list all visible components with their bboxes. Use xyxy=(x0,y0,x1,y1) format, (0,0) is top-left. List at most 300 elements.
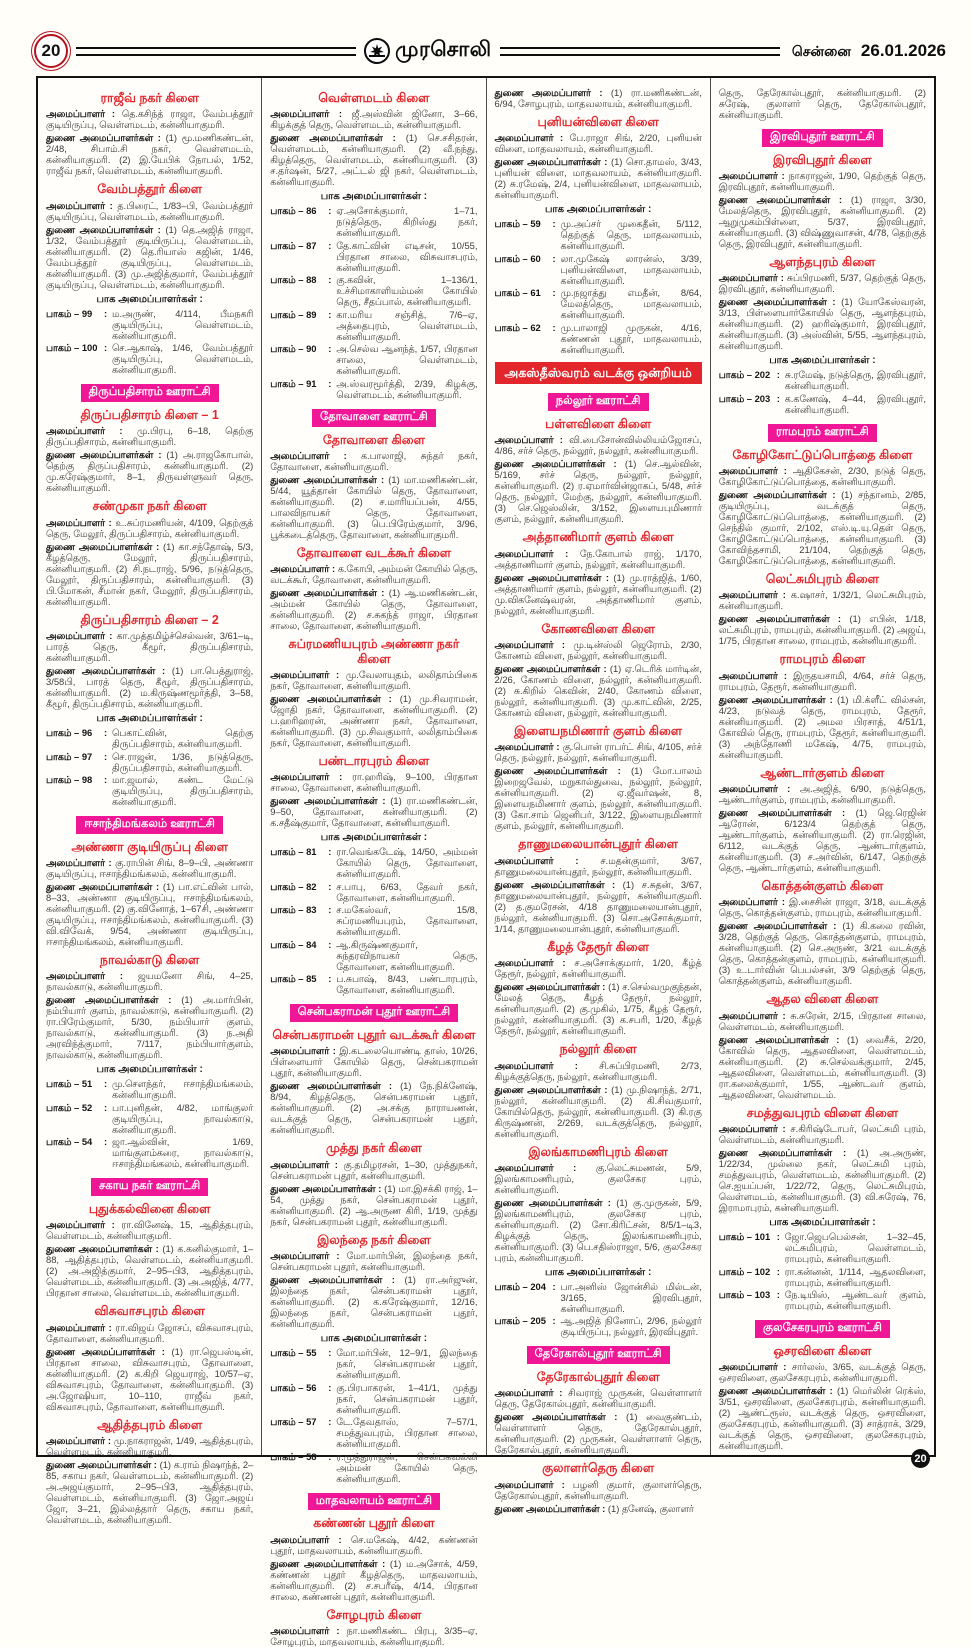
column-1 xyxy=(38,78,262,1526)
body-paragraph xyxy=(719,589,926,611)
paragraph-text: (1) ஜெ.ரெஜின் ஆரோன், 6/123/4 தெற்குத் தெரு, ஆண்டார்குளம், கன்னியாகுமரி. (2) ரா.ரெஜின், 6/112, வடக்குத் தெரு, ஆண்டார்குளம், கன்னியாகுமரி. (3) ச.அர்வின், 6/147, தெற்குத் தெரு, ஆண்டார்குளம், கன்னியாகுமரி. xyxy=(718,807,927,874)
paragraph-text: அ.அஜித், 6/90, நடுத்தெரு, ஆண்டார்குளம், ராமபுரம், கன்னியாகுமரி. xyxy=(718,783,926,806)
paragraph-text: (1) மா.இசக்கி ராஜ், 1–54, முத்து நகர், சென்பகராமன் புதூர், கன்னியாகுமரி. (2) ஆ.அருண கிரி, 1/19, முத்து நகர், சென்பகராமன் புதூர், கன்னியாகுமரி. xyxy=(270,1182,478,1227)
part-row xyxy=(270,973,477,995)
part-row xyxy=(719,1266,926,1288)
paragraph-label: துணை அமைப்பாளர்கள் : xyxy=(270,473,389,485)
part-row xyxy=(270,1347,477,1380)
part-row xyxy=(46,774,253,807)
paragraph-label: துணை அமைப்பாளர்கள் : xyxy=(270,1274,405,1286)
paragraph-label: துணை அமைப்பாளர்கள் : xyxy=(718,194,851,206)
uratchi-heading xyxy=(46,1176,253,1196)
branch-heading: வெள்ளமடம் கிளை xyxy=(318,91,430,105)
paragraph-label: அமைப்பாளர் : xyxy=(494,639,574,651)
part-row xyxy=(719,369,926,391)
part-row xyxy=(719,1289,926,1311)
paragraph-text: (1) மெர்லின் ரெக்ஸ், 3/51, ஒசரவிளை, குலசேகரபுரம், கன்னியாகுமரி. (2) ஆண்ட்ரூஸ், வடக்குத் தெரு, ஒசரவிளை, குலசேகரபுரம், கன்னியாகுமரி. (3) சாத்ராக், 3/29, வடக்குத் தெரு, ஒசரவிளை, குலசேகரபுரம், கன்னியாகுமரி. xyxy=(718,1385,927,1452)
uratchi-heading-label: மாதவலாயம் ஊராட்சி xyxy=(308,1493,440,1511)
body-paragraph xyxy=(495,548,702,570)
paragraph-text: (1) கி.கலை ரவின், 3/28, தெற்குத் தெரு, கொத்தன்குளம், ராமபுரம், கன்னியாகுமரி. (2) செ.அருண், 3/21 வடக்குத் தெரு, கொத்தன்குளம், ராமபுரம், கன்னியாகுமரி. (3) உ.டார்வின் பெபல்சன், 3/9 தெற்குத் தெரு, கொத்தன்குளம், கன்னியாகுமரி. xyxy=(718,920,926,987)
branch-heading: ராமபுரம் கிளை xyxy=(779,652,866,667)
body-paragraph xyxy=(270,693,477,748)
part-text: செ.ராஜன், 1/36, நடுத்தெரு, திருப்பதிசாரம், கன்னியாகுமரி. xyxy=(112,750,254,773)
masthead-title: முரசொலி xyxy=(395,38,492,61)
paragraph-label: துணை அமைப்பாளர்கள் : xyxy=(718,1385,837,1397)
part-row xyxy=(270,343,477,376)
body-paragraph xyxy=(495,1503,702,1514)
body-paragraph xyxy=(46,630,253,663)
body-paragraph xyxy=(46,449,253,493)
paragraph-text: மு.நாகராஜன், 1/49, ஆதித்தபுரம், வெள்ளமடம், கன்னியாகுமரி. xyxy=(46,1435,254,1458)
part-separator: : xyxy=(104,1078,108,1090)
body-paragraph xyxy=(719,1385,926,1451)
paragraph-text: த.பிரைட், 1/83–பி, வேம்பத்தூர் குடியிருப்பு, வெள்ளமடம், கன்னியாகுமரி. xyxy=(46,199,254,222)
part-organizers-subheading: பாக அமைப்பாளர்கள் : xyxy=(769,355,876,367)
part-text: ச.மகேஸ்வர், 15/8, சுப்ரமணியபுரம், தோவாளை, கன்னியாகுமரி. xyxy=(336,904,478,938)
body-paragraph xyxy=(46,517,253,539)
part-row xyxy=(270,378,477,400)
part-separator: : xyxy=(104,750,108,762)
part-separator: : xyxy=(328,308,332,320)
part-number: பாகம் – 81 xyxy=(270,846,317,858)
paragraph-label: துணை அமைப்பாளர்கள் : xyxy=(270,693,400,705)
paragraph-label: அமைப்பாளர் : xyxy=(718,1009,791,1021)
part-separator: : xyxy=(552,1280,556,1292)
paragraph-label: அமைப்பாளர் : xyxy=(46,425,137,437)
part-organizers-subheading: பாக அமைப்பாளர்கள் : xyxy=(544,1266,652,1278)
part-separator: : xyxy=(328,343,332,355)
part-row xyxy=(46,727,253,749)
part-row xyxy=(270,1382,477,1415)
part-organizers-subheading: பாக அமைப்பாளர்கள் : xyxy=(320,1333,428,1345)
part-row xyxy=(270,1416,477,1449)
part-row xyxy=(270,846,477,879)
paragraph-text: ச.அசோக்குமார், 1/20, கீழ்த் தேரூர், நல்லூர், கன்னியாகுமரி. xyxy=(494,957,702,980)
paragraph-text: ஜீ.அஸ்வின் ஜினோ, 3–66, கிழக்குத் தெரு, வெள்ளமடம், கன்னியாகுமரி. xyxy=(270,108,478,131)
part-organizers-subheading: பாக அமைப்பாளர்கள் : xyxy=(544,204,652,216)
part-separator: : xyxy=(328,239,332,251)
part-row xyxy=(495,253,702,286)
branch-heading: சென்பகராமன் புதூர் வடக்கூர் கிளை xyxy=(272,1028,476,1043)
body-paragraph xyxy=(46,1219,253,1241)
part-row xyxy=(495,322,702,355)
paragraph-text: (1) பா.எட்வின் பால், 8–33, அண்ணா குடியிருப்பு, ஈசாந்திமங்கலம், கன்னியாகுமரி. (2) கு.வினோத், 1–67சி, அண்ணா குடியிருப்பு, ஈசாந்திமங்கலம், கன்னியாகுமரி. (3) வி.விவேக், 9/54, அண்ணா குடியிருப்பு, ஈசாந்திமங்கலம், கன்னியாகுமரி. xyxy=(46,881,254,948)
paragraph-label: அமைப்பாளர் : xyxy=(46,1435,114,1447)
body-paragraph xyxy=(270,1080,477,1135)
paragraph-label: அமைப்பாளர் : xyxy=(46,1321,116,1333)
paragraph-text: ரா.வினேஷ், 15, ஆதித்தபுரம், வெள்ளமடம், கன்னியாகுமரி. xyxy=(46,1219,254,1242)
branch-heading: விசுவாசபுரம் கிளை xyxy=(94,1304,205,1319)
paragraph-label: அமைப்பாளர் : xyxy=(718,464,793,476)
paragraph-text: (1) கு.முருகன், 5/9, இலங்காமணிபுரம், குலசேகர புரம், கன்னியாகுமரி. (2) சோ.கிரிட்சன், 8/5/1–டி3, கிழக்குத் தெரு, இலங்காமணிபுரம், கன்னியாகுமரி. (3) பெ.சதிஸ்ராஜா, 5/6, குலசேகர புரம், கன்னியாகுமரி. xyxy=(494,1196,702,1263)
branch-heading: கண்ணன் புதூர் கிளை xyxy=(313,1516,435,1531)
part-number: பாகம் – 55 xyxy=(270,1347,317,1359)
part-text: ரா.வெங்கடேஷ், 14/50, அம்மன் கோயில் தெரு, தோவாளை, கன்னியாகுமரி. xyxy=(336,846,478,880)
part-number: பாகம் – 101 xyxy=(718,1231,771,1243)
murasoli-logo-icon xyxy=(364,38,390,64)
part-text: பா.புனிதன், 4/82, மாங்குலர் குடியிருப்பு, நாவல்காடு, கன்னியாகுமரி. xyxy=(112,1101,254,1135)
union-banner: அகஸ்தீஸ்வரம் வடக்கு ஒன்றியம் xyxy=(495,362,702,384)
paragraph-label: அமைப்பாளர் : xyxy=(270,1045,340,1057)
body-paragraph xyxy=(46,665,253,709)
part-separator: : xyxy=(328,1381,332,1393)
uratchi-heading-label: நல்லூர் ஊராட்சி xyxy=(548,393,649,411)
branch-heading: புதுக்கல்வினை கிளை xyxy=(88,1202,211,1217)
paragraph-text: நாகராஜன், 1/90, தெற்குத் தெரு, இரவிபுதூர், கன்னியாகுமரி. xyxy=(718,170,926,193)
part-text: ஜோ.ஜெபபெல்சன், 1–32–45, லட்சுமிபுரம், வெள்ளமடம், ராமபுரம், கன்னியாகுமரி. xyxy=(784,1231,926,1265)
part-number: பாகம் – 60 xyxy=(494,252,541,264)
uratchi-heading-label: குலசேகரபுரம் ஊராட்சி xyxy=(755,1320,890,1338)
body-paragraph xyxy=(719,1361,926,1383)
paragraph-label: துணை அமைப்பாளர்கள் : xyxy=(270,1182,385,1194)
part-number: பாகம் – 59 xyxy=(494,218,541,230)
part-row xyxy=(46,1078,253,1100)
branch-heading: ஆதல விளை கிளை xyxy=(766,992,879,1007)
body-paragraph xyxy=(46,425,253,447)
paragraph-label: அமைப்பாளர் : xyxy=(46,108,122,120)
part-number: பாகம் – 88 xyxy=(270,274,317,286)
part-number: பாகம் – 202 xyxy=(718,369,771,381)
branch-heading: ஒசரவிளை கிளை xyxy=(773,1343,872,1358)
part-number: பாகம் – 87 xyxy=(270,239,317,251)
branch-heading: முத்து நகர் கிளை xyxy=(326,1141,422,1156)
paragraph-text: சுப்பிரமணி, 5/37, தெற்குத் தெரு, இரவிபுதூர், கன்னியாகுமரி. xyxy=(718,272,927,295)
paragraph-text: (1) தெ.அஜித் ராஜா, 1/32, வேம்பத்தூர் குடியிருப்பு, வெள்ளமடம், கன்னியாகுமரி. (2) தெ.ரியாஸ் கஜின், 1/46, வேம்பத்தூர் குடியிருப்பு, வெள்ளமடம், கன்னியாகுமரி. (3) மு.அஜித்குமார், வேம்பத்தூர் குடியிருப்பு, வெள்ளமடம், கன்னியாகுமரி. xyxy=(46,223,254,290)
paragraph-text: ஆதிகேசன், 2/30, நடுத் தெரு, கோழிகோட்டுப்பொத்தை, கன்னியாகுமரி. xyxy=(718,464,926,487)
part-number: பாகம் – 203 xyxy=(718,392,771,404)
part-separator: : xyxy=(328,846,332,858)
body-paragraph xyxy=(270,1159,477,1181)
part-number: பாகம் – 52 xyxy=(46,1101,93,1113)
paragraph-label: அமைப்பாளர் : xyxy=(718,170,789,182)
branch-heading: தோவாளை வடக்கூர் கிளை xyxy=(296,545,452,560)
branch-heading: புனியன்விளை கிளை xyxy=(537,115,659,129)
body-paragraph xyxy=(719,896,926,918)
paragraph-label: அமைப்பாளர் : xyxy=(718,783,800,795)
paragraph-text: வி.பைசோன்வில்லியம்ஜோசப், 4/86, சர்ச் தெரு, நல்லூர், நல்லூர், கன்னியாகுமரி. xyxy=(494,434,702,457)
body-paragraph xyxy=(719,170,926,192)
body-paragraph xyxy=(270,474,477,540)
body-paragraph xyxy=(495,572,702,616)
paragraph-text: மு.டின்ஸ்லி ஜெரோம், 2/30, கோணம் விளை, நல்லூர், கன்னியாகுமரி. xyxy=(494,639,702,662)
paragraph-text: (1) பா.பெத்துராஜ், 3/58பி, பாரத் தெரு, கீழூர், திருப்பதிசாரம், கன்னியாகுமரி. (2) ம.கிருஷ்ணமூர்த்தி, 3–58, கீழூர், திருப்பதிசாரம், கன்னியாகுமரி. xyxy=(46,665,254,710)
part-text: அ.ஸ்வரமூர்த்தி, 2/39, கிழக்கு, வெள்ளமடம், கன்னியாகுமரி. xyxy=(336,377,478,400)
paragraph-text: கா.முத்தமிழ்ச்செல்வன், 3/61–டி, பாரத் தெரு, கீழூர், திருப்பதிசாரம், கன்னியாகுமரி. xyxy=(46,630,254,664)
body-paragraph xyxy=(270,669,477,691)
uratchi-heading xyxy=(719,1318,926,1338)
part-separator: : xyxy=(552,1315,556,1327)
uratchi-heading xyxy=(46,814,253,834)
edition-date xyxy=(792,41,946,62)
body-paragraph xyxy=(270,450,477,472)
paragraph-label: துணை அமைப்பாளர்கள் : xyxy=(718,488,842,500)
branch-heading: லெட்சுமிபுரம் கிளை xyxy=(765,571,879,586)
paragraph-text: ரா.விஜய் ஜோசப், விசுவாசபுரம், தோவாளை, கன்னியாகுமரி. xyxy=(46,1321,254,1344)
paragraph-label: அமைப்பாளர் : xyxy=(270,108,352,120)
paragraph-text: (1) ரா.அர்ஜுன், இலந்தை நகர், சென்பகராமன் புதூர், கன்னியாகுமரி. (2) க.கரேஷ்குமார், 12/16, இலந்தை நகர், சென்பகராமன் புதூர், கன்னியாகுமரி. xyxy=(270,1274,478,1330)
paragraph-text: (1) மு.நிஷாந்த், 2/71, நல்லூர், கன்னியாகுமரி. (2) கி.சிவகுமார், கோயில்தெரு, நல்லூர், கன்னியாகுமரி. (3) கி.ரகு கிருஷ்ணன், 2/269, வடக்குத்தெரு, நல்லூர், கன்னியாகுமரி. xyxy=(494,1083,702,1139)
paragraph-label: துணை அமைப்பாளர்கள் : xyxy=(494,571,614,583)
paragraph-label: அமைப்பாளர் : xyxy=(494,547,580,559)
part-text: கா.மரிய சஞ்சித், 7/6–ஏ, அத்தைபுரம், வெள்ளமடம், கன்னியாகுமரி. xyxy=(336,308,478,342)
paragraph-text: க.கோபி, அம்மன் கோயில் தெரு, வடக்கூர், தோவாளை, கன்னியாகுமரி. xyxy=(270,563,478,586)
part-number: பாகம் – 57 xyxy=(270,1416,317,1428)
paragraph-label: துணை அமைப்பாளர்கள் : xyxy=(494,156,611,168)
part-number: பாகம் – 91 xyxy=(270,377,317,389)
part-separator: : xyxy=(328,274,332,286)
part-organizers-subheading: பாக அமைப்பாளர்கள் : xyxy=(769,1217,876,1229)
paragraph-label: துணை அமைப்பாளர்கள் : xyxy=(46,223,166,235)
part-text: அ.செல்வ ஆனந்த், 1/57, பிரதான சாலை, வெள்ளமடம், கன்னியாகுமரி. xyxy=(336,343,478,377)
part-organizers-subheading: பாக அமைப்பாளர்கள் : xyxy=(96,293,203,305)
paragraph-text: (1) க.கனில்குமார், 1–88, ஆதித்தபுரம், வெள்ளமடம், கன்னியாகுமரி. (2) அ.அஜித்குமார், 2–95–பி3, ஆதித்தபுரம், வெள்ளமடம், கன்னியாகுமரி. (3) அ.அஜித், 4/77, பிரதான சாலை, வெள்ளமடம், கன்னியாகுமரி. xyxy=(46,1243,254,1299)
body-paragraph xyxy=(46,994,253,1060)
paragraph-label: துணை அமைப்பாளர்கள் : xyxy=(718,296,842,308)
body-paragraph xyxy=(270,1625,477,1647)
part-separator: : xyxy=(104,342,108,354)
part-separator: : xyxy=(328,1450,332,1462)
branch-heading: கோணவிளை கிளை xyxy=(541,621,655,636)
paragraph-text: ரா.ஹரிஷ், 9–100, பிரதான சாலை, தோவாளை, கன்னியாகுமரி. xyxy=(270,771,478,794)
uratchi-heading xyxy=(719,127,926,147)
uratchi-heading-label: சென்பகராமன் புதூர் ஊராட்சி xyxy=(290,1004,458,1022)
body-paragraph xyxy=(495,132,702,154)
paragraph-text: (1) ச.சுதன், 3/67, தாணுமலையான்புதூர், நல்லூர், கன்னியாகுமரி. (2) த.குமரேசன், 4/18 தாணுமலையான்புதூர், நல்லூர், கன்னியாகுமரி. (3) சொ.அசோக்குமார், 1/14, தாணுமலையான்புதூர், கன்னியாகுமரி. xyxy=(494,878,702,934)
body-paragraph xyxy=(46,1435,253,1457)
paragraph-text: (1) மூ.மணிகண்டன், 2/48, சிபாம்.சி நகர், வெள்ளமடம், கன்னியாகுமரி. (2) இ.யேபிக் நோபல், 1/52, ராஜீவ் நகர், வெள்ளமடம், கன்னியாகுமரி. xyxy=(46,132,254,177)
branch-heading: சமத்துவபுரம் விளை கிளை xyxy=(746,1105,899,1120)
paragraph-text: (1) மி.க்ளீட் வில்சன், 4/23, நடுவத் தெரு, ராமபுரம், தேரூர், கன்னியாகுமரி. (2) அமல பிரசாத், 4/51/1, கோவில் தெரு, ராமபுரம், தேரூர், கன்னியாகுமரி. (3) அந்தோணி மகேஷ், 4/75, ராமபுரம், கன்னியாகுமரி. xyxy=(718,693,926,760)
body-paragraph xyxy=(46,1459,253,1525)
part-row xyxy=(495,1315,702,1337)
branch-heading: கீழத் தேரூர் கிளை xyxy=(547,939,649,954)
paragraph-label: அமைப்பாளர் : xyxy=(270,1250,347,1262)
paragraph-text: க.பாலாஜி, சுந்தர் நகர், தோவாளை, கன்னியாகுமரி. xyxy=(270,449,478,472)
body-paragraph xyxy=(270,1558,477,1602)
body-paragraph xyxy=(495,1479,702,1501)
paragraph-label: அமைப்பாளர் : xyxy=(494,434,570,446)
header-rule-right xyxy=(500,47,780,56)
column-3 xyxy=(487,78,711,1514)
part-row xyxy=(270,939,477,972)
paragraph-label: துணை அமைப்பாளர்கள் : xyxy=(494,1411,626,1423)
paragraph-text: இ.சைசின் ராஜா, 3/18, வடக்குத் தெரு, கொத்தன்குளம், ராமபுரம், கன்னியாகுமரி. xyxy=(718,896,926,919)
body-paragraph xyxy=(719,694,926,760)
body-paragraph xyxy=(495,434,702,456)
paragraph-text: தெரு, தேரேகால்புதூர், கன்னியாகுமரி. (2) சுரேஷ், குலாளர் தெரு, தேரேகால்புதூர், கன்னியாகுமரி. xyxy=(718,87,926,120)
paragraph-label: அமைப்பாளர் : xyxy=(270,1625,347,1637)
branch-heading: இரவிபுதூர் கிளை xyxy=(773,152,872,167)
body-paragraph xyxy=(46,132,253,176)
paragraph-text: சு.சுரேன், 2/15, பிரதான சாலை, வெள்ளமடம், கன்னியாகுமரி. xyxy=(718,1009,926,1032)
body-paragraph xyxy=(495,1411,702,1455)
part-text: சு.ரமேஷ், நடுத்தெரு, இரவிபுதூர், கன்னியாகுமரி. xyxy=(784,369,926,392)
body-paragraph xyxy=(270,1183,477,1227)
part-row xyxy=(46,751,253,773)
paragraph-label: துணை அமைப்பாளர்கள் : xyxy=(46,665,172,677)
part-text: ச.பாபு, 6/63, தேவர் நகர், தோவாளை, கன்னியாகுமரி. xyxy=(336,880,478,903)
branch-heading: வேம்பத்தூர் கிளை xyxy=(97,182,203,197)
paragraph-label: துணை அமைப்பாளர்கள் : xyxy=(494,458,625,470)
body-paragraph xyxy=(719,272,926,294)
paragraph-label: துணை அமைப்பாளர்கள் : xyxy=(494,878,623,890)
part-text: லா.முகேஷ் லாரன்ஸ், 3/39, புனியன்விளை, மாதவலாயம், கன்னியாகுமரி. xyxy=(560,252,702,286)
branch-heading: சுப்ரமணியபுரம் அண்ணா நகர் கிளை xyxy=(288,637,460,666)
body-paragraph xyxy=(495,639,702,661)
paragraph-label: துணை அமைப்பாளர்கள் : xyxy=(494,1196,617,1208)
continuation-paragraph xyxy=(719,87,926,120)
part-number: பாகம் – 99 xyxy=(46,307,93,319)
paragraph-label: அமைப்பாளர் : xyxy=(46,857,116,869)
paragraph-label: துணை அமைப்பாளர்கள் : xyxy=(718,807,856,819)
paragraph-label: துணை அமைப்பாளர்கள் : xyxy=(718,920,843,932)
body-paragraph xyxy=(270,132,477,187)
part-text: ப.சுபாஷ், 8/43, பண்டாரபுரம், தோவாளை, கன்னியாகுமரி. xyxy=(336,973,478,996)
paragraph-text: (1) க.ராம் நிஷாந்த், 2–85, சகாய நகர், வெள்ளமடம், கன்னியாகுமரி. (2) அ.அஜய்குமார், 2–95–பி3, ஆதித்தபுரம், வெள்ளமடம், கன்னியாகுமரி. (3) ஜோ.அஜய் ஜோ, 3–21, இல்லத்தார் தெரு, சகாய நகர், வெள்ளமடம், கன்னியாகுமரி. xyxy=(46,1459,254,1526)
part-text: ம.அருண், 4/114, பீமநகரி குடியிருப்பு, வெள்ளமடம், கன்னியாகுமரி. xyxy=(112,307,254,341)
part-text: தே.காட்வின் எடிசன், 10/55, பிரதான சாலை, விசுவாசபுரம், கன்னியாகுமரி. xyxy=(336,239,478,273)
part-number: பாகம் – 61 xyxy=(494,287,541,299)
body-paragraph xyxy=(270,563,477,585)
uratchi-heading-label: ராமபுரம் ஊராட்சி xyxy=(768,424,877,442)
body-paragraph xyxy=(46,857,253,879)
paragraph-label: துணை அமைப்பாளர்கள் : xyxy=(270,1080,401,1092)
paragraph-label: அமைப்பாளர் : xyxy=(270,1533,351,1545)
part-text: செ.ஆகாஷ், 1/46, வேம்பத்தூர் குடியிருப்பு, வெள்ளமடம், கன்னியாகுமரி. xyxy=(112,342,254,376)
paragraph-label: துணை அமைப்பாளர்கள் : xyxy=(46,1345,172,1357)
paragraph-label: துணை அமைப்பாளர்கள் : xyxy=(494,663,610,675)
paragraph-label: அமைப்பாளர் : xyxy=(46,970,138,982)
body-paragraph xyxy=(270,587,477,631)
paragraph-label: துணை அமைப்பாளர்கள் : xyxy=(46,994,182,1006)
paragraph-label: துணை அமைப்பாளர்கள் : xyxy=(46,1243,163,1255)
part-row xyxy=(46,342,253,375)
uratchi-heading-label: தேரேகால்புதூர் ஊராட்சி xyxy=(527,1346,670,1364)
part-separator: : xyxy=(328,938,332,950)
part-text: கு.பிரபாகரன், 1–41/1, முத்து நகர், சென்பகராமன் புதூர், கன்னியாகுமரி. xyxy=(336,1381,478,1415)
part-text: மா.ஜமால், கண்ட மேட்டு குடியிருப்பு, திருப்பதிசாரம், கன்னியாகுமரி. xyxy=(112,774,254,808)
paragraph-label: அமைப்பாளர் : xyxy=(494,741,563,753)
part-organizers-subheading: பாக அமைப்பாளர்கள் : xyxy=(320,832,428,844)
paragraph-label: அமைப்பாளர் : xyxy=(718,589,791,601)
uratchi-heading xyxy=(719,422,926,442)
paragraph-label: துணை அமைப்பாளர்கள் : xyxy=(494,765,632,777)
body-paragraph xyxy=(46,224,253,290)
paragraph-text: (1) யோகேஸ்வரன், 3/13, பிள்ளையார்கோயில் தெரு, ஆளந்தபுரம், கன்னியாகுமரி. (2) ஹரிஷ்குமார், இரவிபுதூர், கன்னியாகுமரி. (3) அஸ்வின், 5/55, ஆளந்தபுரம், கன்னியாகுமரி. xyxy=(718,296,926,352)
paragraph-text: (1) ராஜா, 3/30, மேலத்தெரு, இரவிபுதூர், கன்னியாகுமரி. (2) ஆறுமுகம்பிள்ளை, 5/37, இரவிபுதூர், கன்னியாகுமரி. (3) விஷ்ணுவாசன், 4/78, தெற்குத் தெரு, இரவிபுதூர், கன்னியாகுமரி. xyxy=(718,194,926,250)
part-number: பாகம் – 56 xyxy=(270,1381,317,1393)
branch-heading: நாவல்காடு கிளை xyxy=(99,953,200,968)
paragraph-text: (1) தனேஷ், குலாளர் xyxy=(607,1502,694,1514)
paragraph-text: மோ.மார்பின், இலந்தை நகர், சென்பகராமன் புதூர், கன்னியாகுமரி. xyxy=(270,1250,478,1273)
part-text: ர.முத்துராஜன், சென்பகவல்லி அம்மன் கோயில் தெரு, கன்னியாகுமரி. xyxy=(336,1450,478,1484)
body-paragraph xyxy=(495,1060,702,1082)
part-separator: : xyxy=(552,287,556,299)
paragraph-label: துணை அமைப்பாளர்கள் : xyxy=(494,1502,608,1514)
paragraph-text: (1) அ.அருண், 1/22/34, முல்லை நகர், லெட்சுமி புரம், சமத்துவபுரம், வெள்ளமடம், கன்னியாகுமரி. (2) செ.ஐயப்பன், 1/22/72, தெரு, லெட்சுமிபுரம், வெள்ளமடம், கன்னியாகுமரி. (3) வி.சுரேஷ், 76, இராமாபுரம், கன்னியாகுமரி. xyxy=(718,1147,926,1214)
part-text: ஆ.அஜித் நினோப், 2/96, நல்லூர் குடியிருப்பு, நல்லூர், இரவிபுதூர். xyxy=(560,1315,702,1338)
part-separator: : xyxy=(776,369,780,381)
paragraph-text: செ.மகேஷ், 4/42, கண்ணன் புதூர், மாதவலாயம், கன்னியாகுமரி. xyxy=(270,1533,478,1556)
paragraph-text: சார்லஸ், 3/65, வடக்குத் தெரு, ஒசரவிளை, குலசேகரபுரம், கன்னியாகுமரி. xyxy=(718,1361,926,1384)
paragraph-label: அமைப்பாளர் : xyxy=(718,272,787,284)
edition-name: சென்னை xyxy=(791,42,851,59)
part-text: கு.கவின், 1–136/1, உச்சிமாகாளியம்மன் கோயில் தெரு, சீதப்பால், கன்னியாகுமரி. xyxy=(336,274,478,308)
body-paragraph xyxy=(719,670,926,692)
paragraph-text: ச.கிரிஷ்டோபர், லெட்சுமி புரம், வெள்ளமடம், கன்னியாகுமரி. xyxy=(718,1123,926,1146)
paragraph-text: நே.கோபால் ராஜ், 1/170, அத்தாணிமார் குளம், நல்லூர், கன்னியாகுமரி. xyxy=(494,547,702,570)
part-number: பாகம் – 102 xyxy=(718,1265,771,1277)
part-row xyxy=(270,1451,477,1484)
part-row xyxy=(270,881,477,903)
part-separator: : xyxy=(552,321,556,333)
paragraph-text: (1) சந்தானம், 2/85, குடியிருப்பு, வடக்குத் தெரு, கோழிகோட்டுப்பொத்தை, கன்னியாகுமரி. (2) செந்தில் குமார், 2/102, எஸ்.டி.யு.தெள் தெரு, கோழிகோட்டுப்பொத்தை, கன்னியாகுமரி. (3) கோவிந்தசாமி, 21/104, தெற்குத் தெரு, கோழிகோட்டுப்பொத்தை, கன்னியாகுமரி. xyxy=(718,488,926,566)
paragraph-label: அமைப்பாளர் : xyxy=(46,199,118,211)
body-paragraph xyxy=(46,1243,253,1298)
part-text: மு.பாலாஜி முருகன், 4/16, கண்ணன் புதூர், மாதவலாயம், கன்னியாகுமரி. xyxy=(560,321,702,355)
paragraph-label: அமைப்பாளர் : xyxy=(494,132,570,144)
part-text: மு.சௌந்தர், ஈசாந்திமங்கலம், கன்னியாகுமரி. xyxy=(112,1078,254,1101)
paragraph-label: அமைப்பாளர் : xyxy=(718,669,794,681)
part-separator: : xyxy=(776,1231,780,1243)
paragraph-label: அமைப்பாளர் : xyxy=(494,1478,573,1490)
part-separator: : xyxy=(328,973,332,985)
body-paragraph xyxy=(495,957,702,979)
body-paragraph xyxy=(719,194,926,249)
part-row xyxy=(46,1136,253,1169)
paragraph-label: துணை அமைப்பாளர்கள் : xyxy=(46,881,163,893)
body-paragraph xyxy=(719,807,926,873)
paragraph-text: ஜயமனோ சிங், 4–25, நாவல்காடு, கன்னியாகுமரி. xyxy=(46,970,254,993)
paragraph-text: (1) செ.ஆல்வின், 5/169, சர்ச் தெரு, நல்லூர், நல்லூர், கன்னியாகுமரி. (2) ர.ஏமார்வின்ஜாகப், 5/48, சர்ச் தெரு, நல்லூர், மேற்கு, நல்லூர், கன்னியாகுமரி. (3) செ.ஜெஸ்லின், 3/152, இளையபுமிணார் குளம், நல்லூர், கன்னியாகுமரி. xyxy=(494,458,702,525)
body-paragraph xyxy=(719,1147,926,1213)
paragraph-label: துணை அமைப்பாளர்கள் : xyxy=(46,449,167,461)
part-row xyxy=(495,1281,702,1314)
branch-heading: நல்லூர் கிளை xyxy=(559,1042,637,1057)
part-separator: : xyxy=(328,1416,332,1428)
paragraph-label: அமைப்பாளர் : xyxy=(718,1123,791,1135)
part-number: பாகம் – 204 xyxy=(494,1280,546,1292)
body-paragraph xyxy=(270,108,477,130)
paragraph-label: துணை அமைப்பாளர்கள் : xyxy=(270,1557,390,1569)
part-separator: : xyxy=(328,377,332,389)
paragraph-text: (1) ம.அசோக், 4/59, கண்ணன் புதூர் கீழத்தெரு, மாதவலாயம், கன்னியாகுமரி. (2) ச.சபரீஷ், 4/14, பிரதான சாலை, கண்ணன் புதூர், கன்னியாகுமரி. xyxy=(270,1557,478,1602)
uratchi-heading xyxy=(270,1002,477,1022)
part-number: பாகம் – 51 xyxy=(46,1078,93,1090)
part-separator: : xyxy=(328,1347,332,1359)
part-separator: : xyxy=(776,392,780,404)
body-paragraph xyxy=(495,156,702,200)
part-row xyxy=(270,205,477,238)
uratchi-heading xyxy=(270,407,477,427)
bottom-page-number-badge: 20 xyxy=(911,1449,930,1468)
uratchi-heading-label: இரவிபுதூர் ஊராட்சி xyxy=(762,129,883,147)
body-paragraph xyxy=(719,465,926,487)
body-paragraph xyxy=(495,663,702,718)
part-row xyxy=(270,240,477,273)
paragraph-text: (1) ச.செல்வமுகுந்தன், மேலத் தெரு, கீழத் தேரூர், நல்லூர், கன்னியாகுமரி. (2) கு.முகில், 1/75, கீழத் தேரூர், நல்லூர், கன்னியாகுமரி. (3) க.சபரி, 1/20, கீழத் தேரூர், நல்லூர், கன்னியாகுமரி. xyxy=(494,981,702,1037)
part-separator: : xyxy=(552,252,556,264)
paragraph-label: துணை அமைப்பாளர்கள் : xyxy=(718,613,850,625)
part-separator: : xyxy=(104,774,108,786)
paragraph-label: துணை அமைப்பாளர்கள் : xyxy=(46,540,164,552)
paragraph-text: கு.தமிழரசன், 1–30, முத்துநகர், சென்பகராமன் புதூர், கன்னியாகுமரி. xyxy=(270,1158,478,1181)
part-number: பாகம் – 97 xyxy=(46,750,93,762)
paragraph-text: (1) ஆ.மணிகண்டன், அம்மன் கோயில் தெரு, தோவாளை, கன்னியாகுமரி. (2) ச.சுகந்த் ராஜா, பிரதான சாலை, தோவாளை, கன்னியாகுமரி. xyxy=(270,587,478,632)
branch-heading: இலந்தை நகர் கிளை xyxy=(317,1232,431,1247)
uratchi-heading-label: தோவாளை ஊராட்சி xyxy=(312,409,436,427)
branch-heading: ஆளந்தபுரம் கிளை xyxy=(769,255,876,270)
